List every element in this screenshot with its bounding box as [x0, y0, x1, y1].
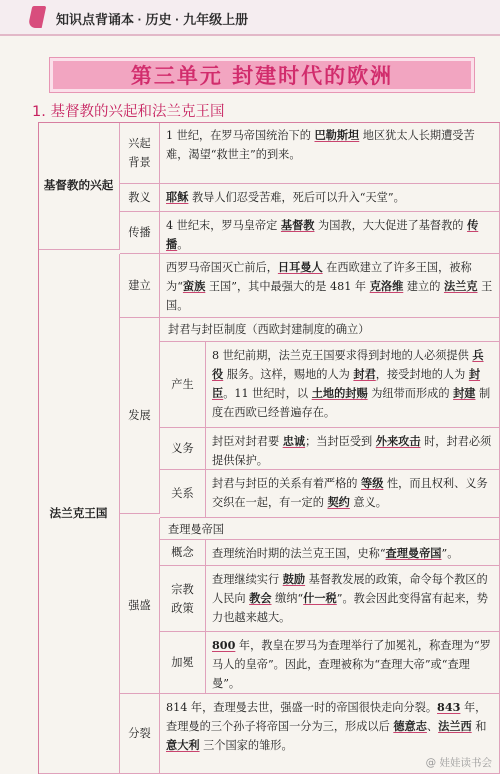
key-term: 德意志: [393, 719, 427, 733]
row-label-text: 建立: [128, 279, 151, 292]
key-term: 基督教: [280, 218, 315, 232]
row-label-text: 义务: [171, 442, 194, 455]
topic-frank-label: 法兰克王国: [49, 506, 108, 520]
key-term: 封君: [353, 367, 376, 381]
sub-label-coronation: [160, 632, 206, 694]
key-term: 土地的封赐: [311, 386, 368, 400]
row-label-text: 发展: [128, 409, 151, 422]
row-content-background: [160, 122, 500, 184]
key-term: 教会: [249, 591, 272, 605]
text-run: 和: [471, 720, 487, 733]
text-run: 基督教发展的政策，命令每个教区的人民向: [212, 573, 488, 605]
row-content-establish: [160, 254, 500, 318]
row-label-text: 教义: [128, 191, 151, 204]
text-run: 制度在西欧已经普遍存在。: [212, 387, 491, 419]
text-run: 年，教皇在罗马为查理举行了加冕礼，称查理为“罗马人的皇帝”。因此，查理被称为“查理大帝”或“查理曼”。: [212, 639, 491, 690]
sub-label-concept: [160, 540, 206, 566]
key-term: 等级: [361, 476, 384, 490]
knowledge-table: [38, 122, 500, 774]
row-label-development: [120, 318, 160, 514]
text-run: 性，而且权利、义务交织在一起，有一定的: [212, 477, 488, 509]
topic-frank: [38, 254, 120, 774]
sub-content-duty: [206, 428, 500, 470]
key-term: 法兰克: [443, 279, 478, 293]
text-run: 西罗马帝国灭亡前后，: [166, 261, 278, 274]
key-term: 843: [437, 700, 461, 714]
key-term: 契约: [327, 495, 350, 509]
key-term: 传播: [166, 218, 479, 251]
row-label-text: 产生: [171, 378, 194, 391]
text-run: 教导人们忍受苦难，死后可以升入“天堂”。: [188, 191, 405, 204]
text-run: 建立的: [403, 280, 444, 293]
text-run: 年，查理曼的三个孙子将帝国一分为三，形成以后: [166, 701, 487, 733]
row-label-split: [120, 694, 160, 774]
text-run: 8 世纪前期，法兰克王国要求得到封地的人必须提供: [212, 349, 473, 362]
text-run: ”。: [441, 547, 459, 560]
text-run: 。11 世纪时，以: [223, 387, 312, 400]
watermark: @ 娃娃读书会: [425, 757, 492, 769]
row-content-spread: [160, 212, 500, 254]
sub-label-relation: [160, 470, 206, 518]
key-term: 巴勒斯坦: [314, 128, 360, 142]
text-run: 为纽带而形成的: [367, 387, 454, 400]
key-term: 兵役: [212, 348, 484, 381]
text-run: 王国。: [166, 280, 493, 312]
development-subtitle-text: 封君与封臣制度（西欧封建制度的确立）: [168, 323, 370, 336]
sub-content-origin: [206, 342, 500, 428]
text-run: 1 世纪，在罗马帝国统治下的: [166, 129, 315, 142]
sub-label-origin: [160, 342, 206, 428]
text-run: 、: [426, 720, 439, 733]
sub-content-relation: [206, 470, 500, 518]
key-term: 鼓励: [282, 572, 306, 586]
row-label-spread: [120, 212, 160, 254]
text-run: 查理继续实行: [212, 573, 283, 586]
text-run: 服务。这样，赐地的人为: [223, 368, 354, 381]
key-term: 日耳曼人: [277, 260, 323, 274]
text-run: 814 年，查理曼去世，强盛一时的帝国很快走向分裂。: [166, 701, 438, 714]
key-term: 800: [212, 638, 236, 652]
topic-christianity: [38, 122, 120, 250]
unit-banner: [50, 58, 474, 92]
text-run: 在西欧建立了许多王国，被称为“: [166, 261, 472, 293]
text-run: 4 世纪末，罗马皇帝定: [166, 219, 281, 232]
sub-content-coronation: [206, 632, 500, 694]
sub-label-religion: [160, 566, 206, 632]
text-run: 时，封君必须提供保护。: [212, 435, 492, 467]
book-title: 知识点背诵本 · 历史 · 九年级上册: [56, 12, 249, 27]
key-term: 意大利: [166, 738, 200, 752]
header-bar: [0, 0, 500, 36]
development-subtitle: [160, 318, 500, 342]
text-run: 封臣对封君要: [212, 435, 283, 448]
row-label-text: 加冕: [171, 656, 194, 669]
key-term: 查理曼帝国: [385, 546, 442, 560]
prosperity-subtitle: [160, 518, 500, 540]
text-run: 地区犹太人长期遭受苦难，渴望“救世主”的到来。: [166, 129, 475, 161]
row-label-text: 分裂: [128, 727, 151, 740]
text-run: 三个国家的雏形。: [199, 739, 293, 752]
row-label-text: 宗教 政策: [171, 582, 194, 615]
key-term: 法兰西: [438, 719, 472, 733]
row-label-text: 关系: [171, 487, 194, 500]
text-run: 缴纳“: [271, 592, 304, 605]
row-label-prosperity: [120, 518, 160, 694]
unit-title: 第三单元 封建时代的欧洲: [130, 64, 394, 88]
row-label-text: 概念: [171, 546, 194, 559]
text-run: 王国”，其中最强大的是 481 年: [205, 280, 370, 293]
key-term: 克洛维: [369, 279, 404, 293]
row-content-doctrine: [160, 184, 500, 212]
sub-label-duty: [160, 428, 206, 470]
text-run: ，接受封地的人为: [375, 368, 469, 381]
key-term: 封臣: [212, 367, 481, 400]
bookmark-icon: [28, 6, 47, 28]
key-term: 什一税: [303, 591, 337, 605]
text-run: 。: [177, 238, 189, 251]
section-title: 1. 基督教的兴起和法兰克王国: [32, 104, 225, 120]
sub-content-concept: [206, 540, 500, 566]
text-run: 为国教，大大促进了基督教的: [314, 219, 468, 232]
key-term: 外来攻击: [375, 434, 421, 448]
sub-content-religion: [206, 566, 500, 632]
text-run: 封君与封臣的关系有着严格的: [212, 477, 361, 490]
key-term: 蛮族: [182, 279, 206, 293]
text-run: ”。教会因此变得富有起来，势力也越来越大。: [212, 592, 488, 624]
row-label-text: 强盛: [128, 599, 151, 612]
row-label-text: 兴起 背景: [128, 136, 151, 169]
row-label-establish: [120, 254, 160, 318]
key-term: 耶稣: [166, 190, 189, 204]
text-run: 查理统治时期的法兰克王国，史称“: [212, 547, 386, 560]
row-label-text: 传播: [128, 226, 151, 239]
row-label-background: [120, 122, 160, 184]
text-run: ；当封臣受到: [305, 435, 376, 448]
prosperity-subtitle-text: 查理曼帝国: [168, 523, 224, 536]
key-term: 封建: [453, 386, 476, 400]
key-term: 忠诚: [282, 434, 306, 448]
text-run: 意义。: [349, 496, 387, 509]
row-label-doctrine: [120, 184, 160, 212]
topic-christianity-label: 基督教的兴起: [43, 178, 114, 192]
